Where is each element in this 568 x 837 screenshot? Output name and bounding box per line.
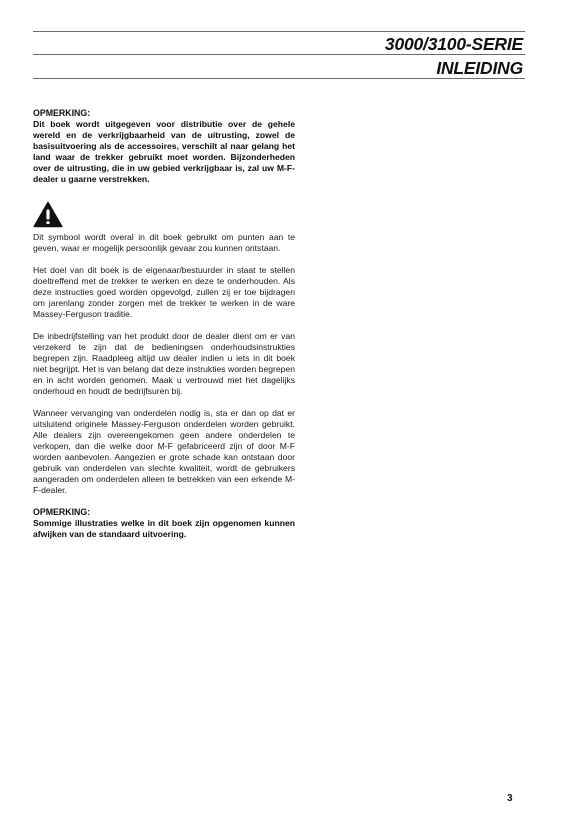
paragraph-symbol: Dit symbool wordt overal in dit boek gebruikt om punten aan te geven, waar er mogelijk persoonlijk gevaar zou kunnen ontstaan. bbox=[33, 232, 295, 253]
note-title: OPMERKING: bbox=[33, 507, 91, 517]
paragraph-parts: Wanneer vervanging van onderdelen nodig is, sta er dan op dat er uitsluitend originele Massey-Ferguson onderdelen worden gebruikt. Alle dealers zijn overeengekomen geen andere onderdelen te verkopen, dan die welke door M-F gefabriceerd zijn of door M-F worden aanbevolen. Aangezien er grote schade kan ontstaan door gebruik van onderdelen van slechte kwaliteit, wordt de gebruikers aangeraden om onderdelen alleen te betrekken van een erkende M-F-dealer. bbox=[33, 408, 295, 495]
note-text: Sommige illustraties welke in dit boek zijn opgenomen kunnen afwijken van de standaard uitvoering. bbox=[33, 518, 295, 539]
paragraph-purpose: Het doel van dit boek is de eigenaar/bestuurder in staat te stellen doeltreffend met de trekker te werken en deze te onderhouden. Als deze instructies goed worden opgevolgd, zullen zij er toe bijdragen om jarenlang zonder zorgen met de trekker te werken in de ware Massey-Ferguson traditie. bbox=[33, 265, 295, 319]
page-number: 3 bbox=[507, 793, 513, 804]
note-block-2 bbox=[33, 507, 295, 540]
series-title: 3000/3100-SERIE bbox=[384, 34, 523, 54]
paragraph-commissioning: De inbedrijfstelling van het produkt door de dealer dient om er van verzekerd te zijn dat de bedieningsen onderhoudsinstrukties begrepen zijn. Raadpleeg altijd uw dealer indien u iets in dit boek niet begrijpt. Het is van belang dat deze instrukties worden begrepen en in acht worden genomen. Maak u vertrouwd met het dagelijks onderhoud en houdt de bedrijfsuren bij. bbox=[33, 331, 295, 396]
note-title: OPMERKING: bbox=[33, 108, 91, 118]
section-title: INLEIDING bbox=[436, 58, 523, 78]
note-block-1 bbox=[33, 108, 295, 185]
page-body bbox=[33, 108, 295, 540]
note-text: Dit boek wordt uitgegeven voor distributie over de gehele wereld en de verkrijgbaarheid van de uitrusting, zowel de basisuitvoering als de accessoires, verschilt al naar gelang het land waar de trekker gebruikt moet worden. Bijzonderheden over de uitrusting, die in uw gebied verkrijgbaar is, zal uw M-F-dealer u gaarne verstrekken. bbox=[33, 119, 295, 184]
warning-triangle-icon bbox=[33, 201, 63, 228]
header-rule-top bbox=[33, 31, 525, 32]
